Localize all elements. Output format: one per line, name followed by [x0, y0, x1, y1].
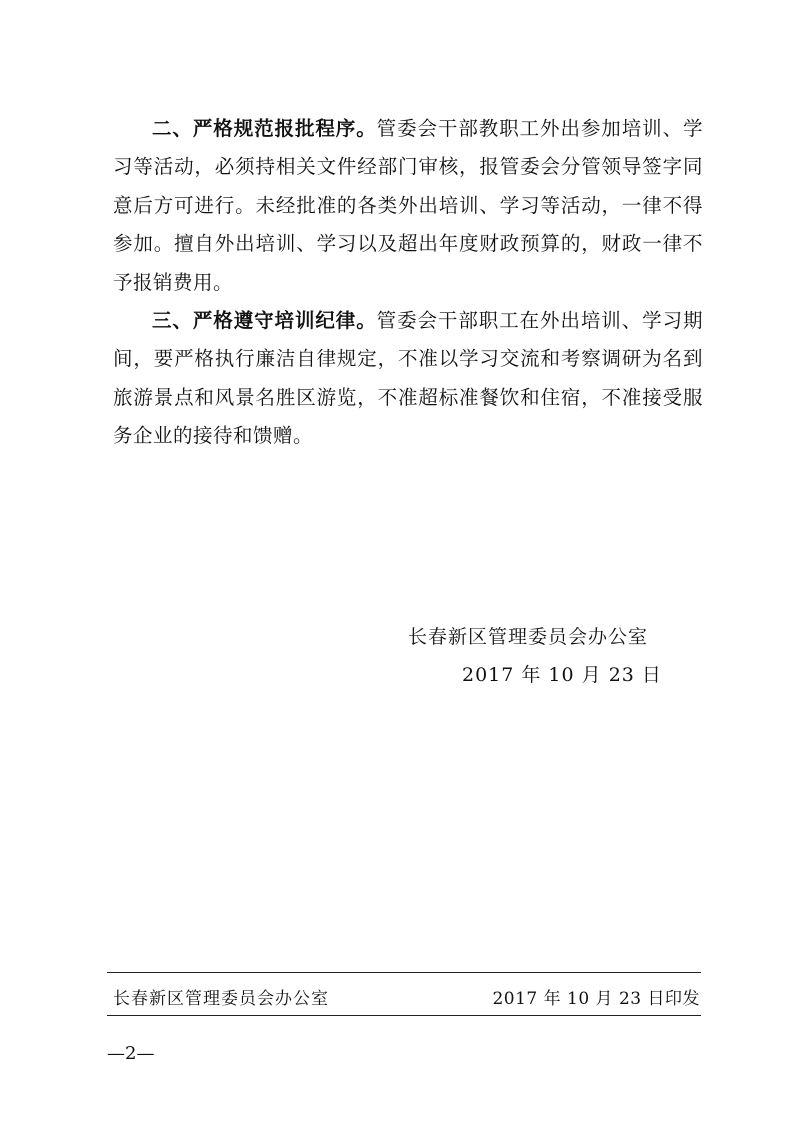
- footer-divider-top: [107, 972, 701, 973]
- page-number: —2—: [107, 1043, 155, 1064]
- paragraph-text: 管委会干部教职工外出参加培训、学习等活动，必须持相关文件经部门审核，报管委会分管领导签字同意后方可进行。未经批准的各类外出培训、学习等活动，一律不得参加。擅自外出培训、学习以及超出年度财政预算的，财政一律不予报销费用。: [113, 117, 703, 294]
- document-body: [113, 110, 703, 456]
- paragraph-text: 管委会干部职工在外出培训、学习期间，要严格执行廉洁自律规定，不准以学习交流和考察调研为名到旅游景点和风景名胜区游览，不准超标准餐饮和住宿，不准接受服务企业的接待和馈赠。: [113, 309, 703, 448]
- paragraph-heading: 三、严格遵守培训纪律。: [152, 309, 377, 333]
- paragraph-heading: 二、严格规范报批程序。: [152, 117, 377, 140]
- signature-date: 2017 年 10 月 23 日: [462, 664, 662, 686]
- footer-issuer: 长春新区管理委员会办公室: [113, 989, 329, 1009]
- paragraph-training-discipline: [113, 302, 703, 456]
- signature-organization: 长春新区管理委员会办公室: [408, 626, 649, 648]
- paragraph-approval-procedure: [113, 110, 703, 302]
- footer-divider-bottom: [107, 1015, 701, 1016]
- footer-issue-date: 2017 年 10 月 23 日印发: [492, 989, 700, 1009]
